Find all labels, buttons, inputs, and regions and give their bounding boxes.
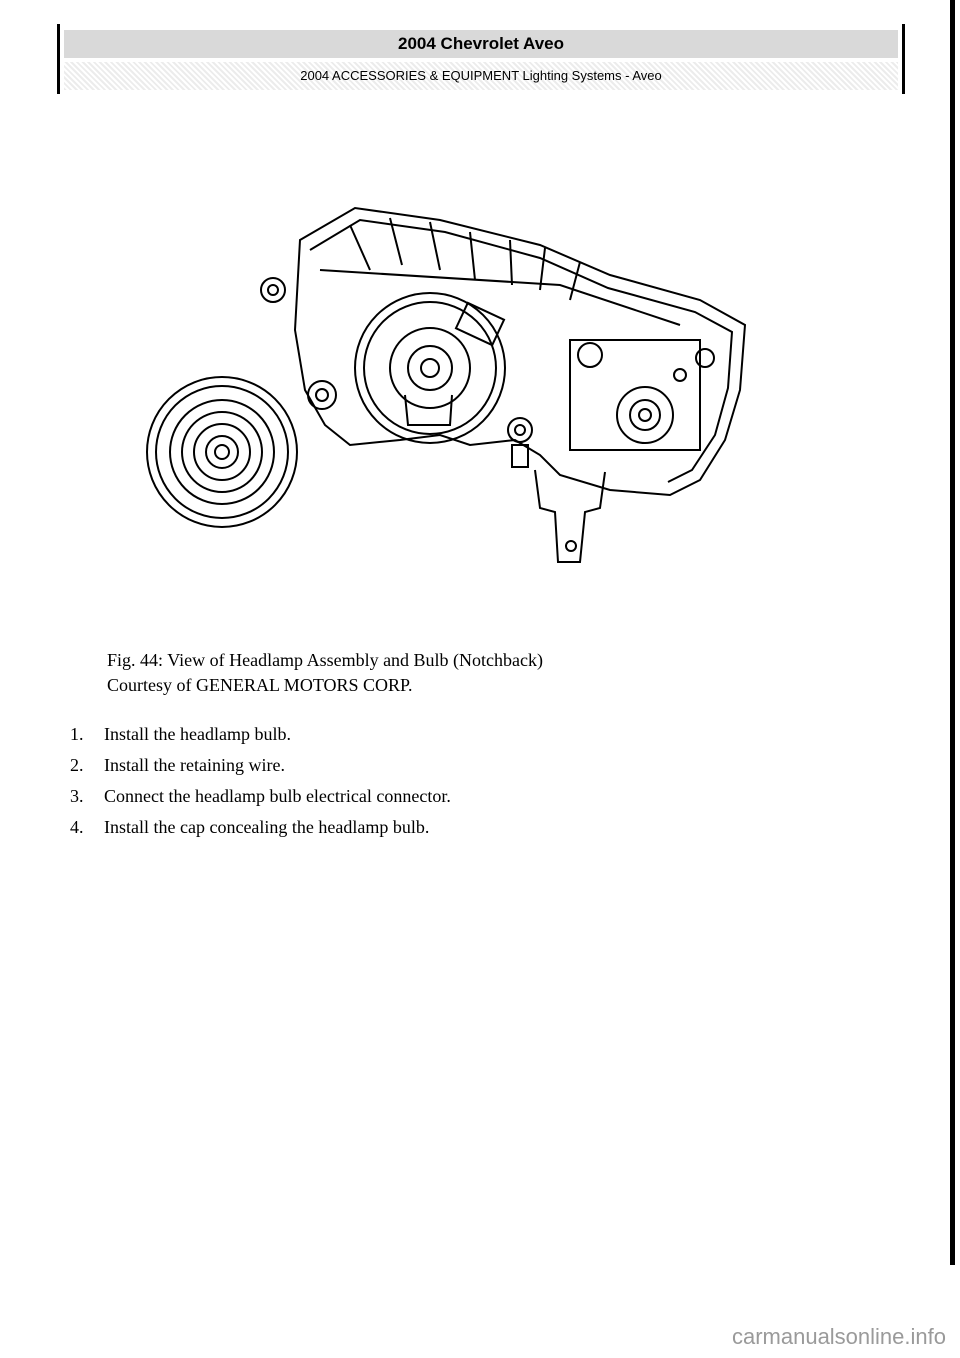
document-subtitle: 2004 ACCESSORIES & EQUIPMENT Lighting Systems - Aveo	[64, 62, 898, 90]
step-text: Install the headlamp bulb.	[104, 724, 291, 744]
step-number: 2.	[70, 755, 84, 775]
page-edge-rule	[950, 0, 955, 1265]
headlamp-assembly-illustration	[140, 190, 780, 580]
housing-drawing	[261, 208, 745, 562]
step-text: Install the cap concealing the headlamp bulb.	[104, 817, 430, 837]
list-item	[70, 753, 451, 784]
list-item	[70, 722, 451, 753]
bulb-drawing	[147, 377, 297, 527]
list-item	[70, 784, 451, 815]
step-text: Connect the headlamp bulb electrical connector.	[104, 786, 451, 806]
list-item	[70, 815, 451, 846]
watermark: carmanualsonline.info	[731, 1324, 946, 1349]
page-header	[57, 24, 905, 94]
step-text: Install the retaining wire.	[104, 755, 285, 775]
step-number: 4.	[70, 817, 84, 837]
document-title: 2004 Chevrolet Aveo	[64, 30, 898, 58]
step-number: 3.	[70, 786, 84, 806]
caption-title: Fig. 44: View of Headlamp Assembly and Bulb (Notchback)	[107, 650, 544, 670]
caption-credit: Courtesy of GENERAL MOTORS CORP.	[107, 675, 413, 695]
figure-caption	[107, 648, 543, 698]
step-number: 1.	[70, 724, 84, 744]
installation-steps	[70, 722, 451, 846]
